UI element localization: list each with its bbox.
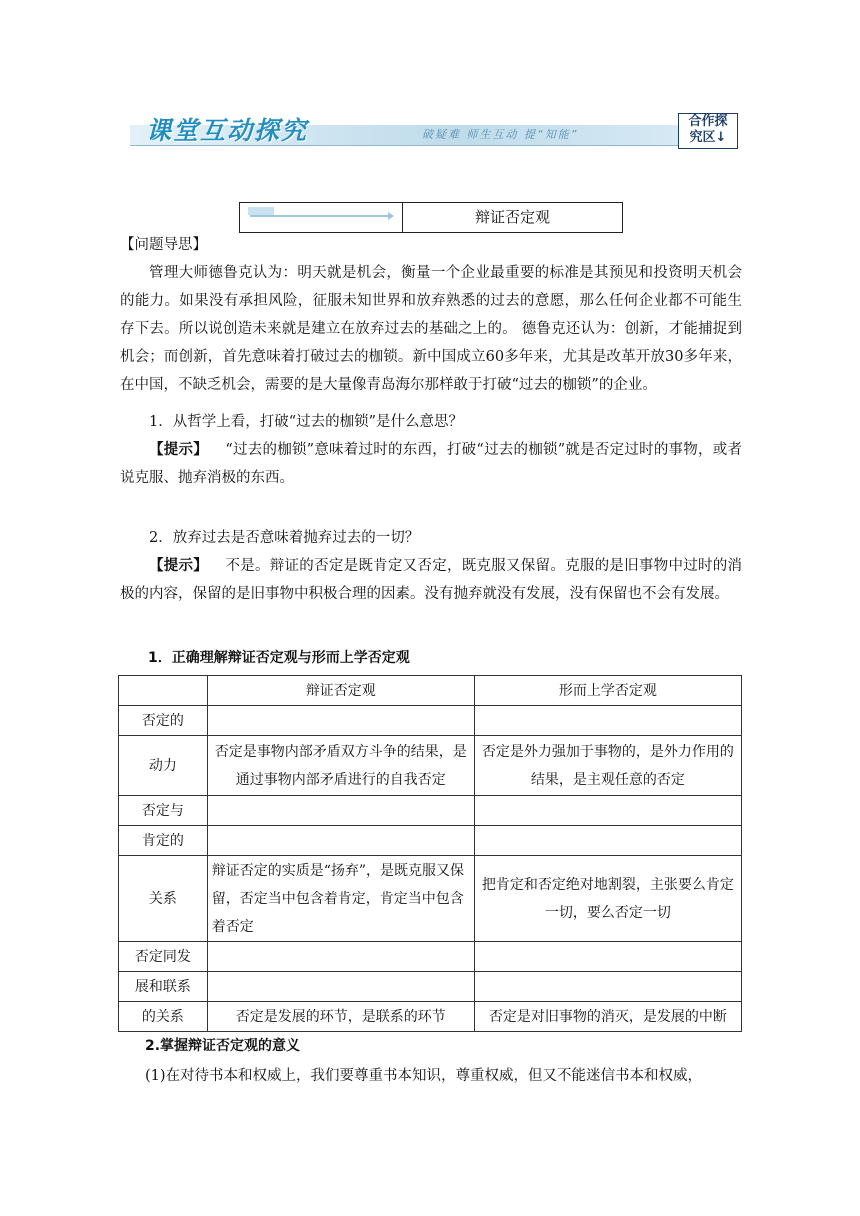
row-label-line: 的关系 [119,1002,208,1032]
topic-box [239,202,623,233]
empty-cell [474,796,741,826]
table-row [119,942,742,972]
table-row [119,736,742,796]
empty-cell [207,972,474,1002]
cooperation-zone-badge [678,113,738,149]
hint-2 [120,552,742,608]
arrow-right-icon [250,215,390,217]
row-label-line: 否定与 [119,796,208,826]
empty-cell [207,796,474,826]
section-banner [130,111,738,147]
badge-line-2: 究区↓ [689,130,727,145]
header-cell-dialectical: 辩证否定观 [207,676,474,706]
empty-cell [474,706,741,736]
empty-cell [474,972,741,1002]
row-label-line: 展和联系 [119,972,208,1002]
table-row [119,1002,742,1032]
hint-text: 不是。辩证的否定是既肯定又否定，既克服又保留。克服的是旧事物中过时的消极的内容，保留的是旧事物中积极合理的因素。没有抛弃就没有发展，没有保留也不会有发展。 [120,558,743,602]
table-row [119,972,742,1002]
topic-tag-icon [248,207,274,215]
dialectical-cell: 辩证否定的实质是“扬弃”，是既克服又保留，否定当中包含着肯定，肯定当中包含着否定 [207,856,474,942]
metaphysical-cell: 把肯定和否定绝对地割裂，主张要么肯定一切，要么否定一切 [474,856,741,942]
table-row [119,796,742,826]
table-heading: 1．正确理解辩证否定观与形而上学否定观 [148,650,410,666]
header-cell-metaphysical: 形而上学否定观 [474,676,741,706]
table-row [119,706,742,736]
table-header-row [119,676,742,706]
dialectical-cell: 否定是发展的环节，是联系的环节 [207,1002,474,1032]
banner-title: 课堂互动探究 [146,116,309,145]
table-row [119,856,742,942]
row-label-line: 动力 [119,736,208,796]
metaphysical-cell: 否定是外力强加于事物的，是外力作用的结果，是主观任意的否定 [474,736,741,796]
question-1: 1．从哲学上看，打破“过去的枷锁”是什么意思？ [149,414,464,430]
metaphysical-cell: 否定是对旧事物的消灭，是发展的中断 [474,1002,741,1032]
hint-label: 【提示】 [149,442,208,458]
heading-2: 2.掌握辩证否定观的意义 [145,1038,301,1054]
row-label-line: 否定同发 [119,942,208,972]
comparison-table [118,675,742,1032]
hint-1 [120,436,742,492]
badge-line-1: 合作探 [688,114,728,129]
hint-text: “过去的枷锁”意味着过时的东西，打破“过去的枷锁”就是否定过时的事物，或者说克服、抛弃消极的东西。 [120,442,742,486]
empty-cell [207,706,474,736]
empty-cell [474,826,741,856]
topic-title: 辩证否定观 [474,208,550,226]
banner-subtitle: 破疑难 师生互动 提“知能” [422,128,579,141]
section-label [120,231,742,259]
row-label-line: 肯定的 [119,826,208,856]
empty-cell [474,942,741,972]
empty-cell [207,826,474,856]
row-label-line: 否定的 [119,706,208,736]
dialectical-cell: 否定是事物内部矛盾双方斗争的结果，是通过事物内部矛盾进行的自我否定 [207,736,474,796]
topic-arrow-cell [240,203,403,232]
hint-label: 【提示】 [149,558,209,574]
intro-paragraph: 管理大师德鲁克认为：明天就是机会，衡量一个企业最重要的标准是其预见和投资明天机会的能力。如果没有承担风险，征服未知世界和放弃熟悉的过去的意愿，那么任何企业都不可能生存下去。所以说创造未来就是建立在放弃过去的基础之上的。 德鲁克还认为：创新，才能捕捉到机会；而创新，首先意味着打破过去的枷锁。新中国成立60多年来，尤其是改革开放30多年来，在中国，不缺乏机会，需要的是大量像青岛海尔那样敢于打破“过去的枷锁”的企业。 [120,265,742,393]
row-label-line: 关系 [119,856,208,942]
point-1: (1)在对待书本和权威上，我们要尊重书本知识，尊重权威，但又不能迷信书本和权威， [145,1068,703,1084]
table-row [119,826,742,856]
question-2: 2．放弃过去是否意味着抛弃过去的一切？ [149,530,420,546]
empty-cell [207,942,474,972]
header-cell-empty [119,676,208,706]
question-guide-label: 【问题导思】 [120,237,207,253]
